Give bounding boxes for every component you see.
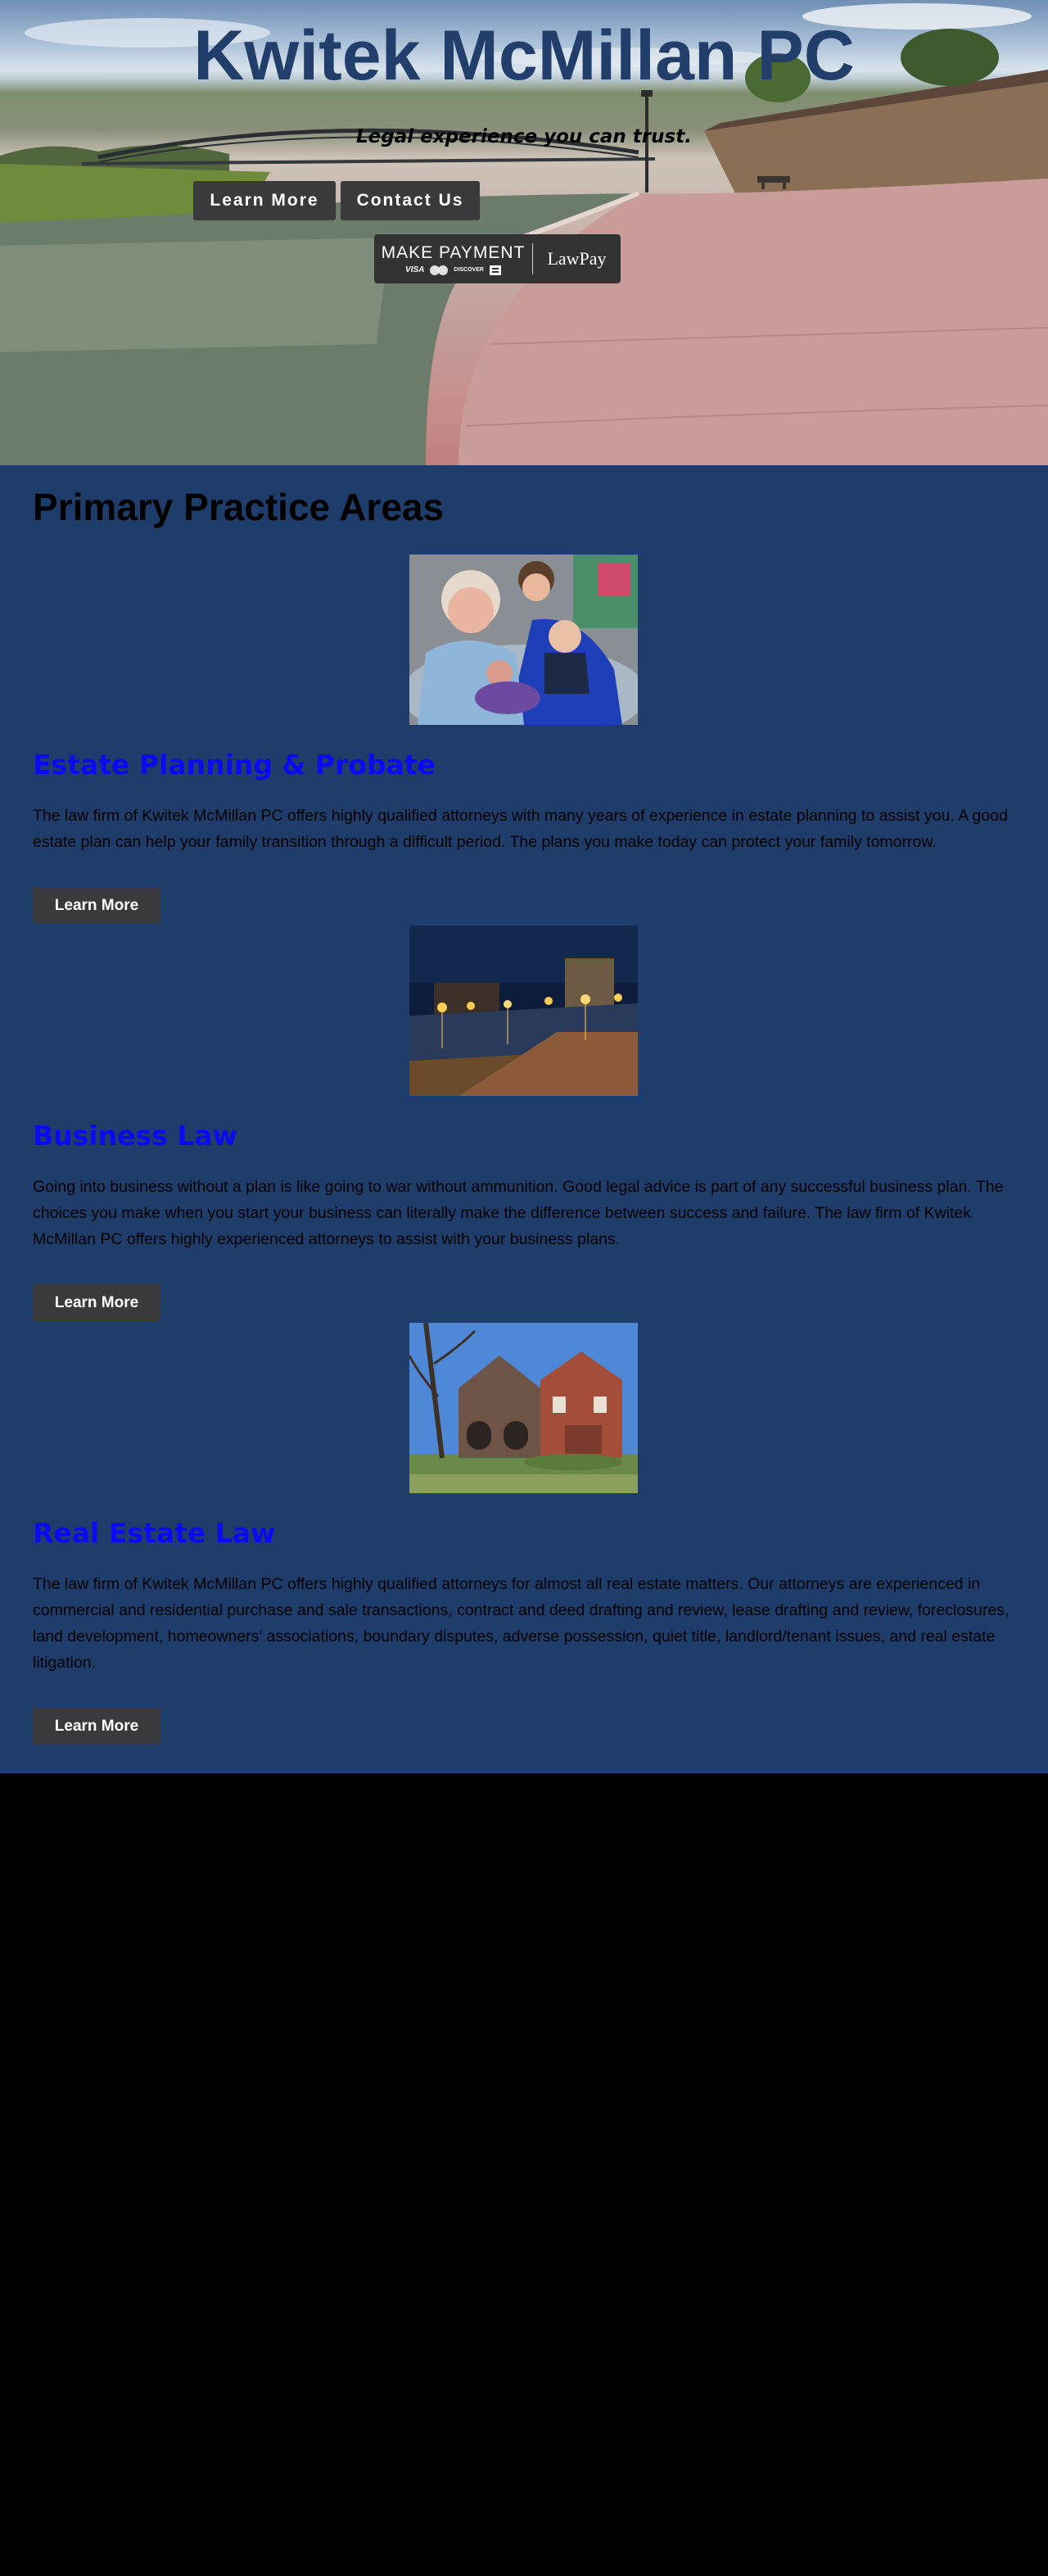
real-estate-law-description: The law firm of Kwitek McMillan PC offers highly qualified attorneys for almost all real estate matters. Our attorneys are experienced in commercial and residential purchase and sale transactions, contract and deed drafting and review, lease drafting and review, foreclosures, land development, homeowners’ associations, boundary disputes, adverse possession, quiet title, landlord/tenant issues, and real estate litigation. bbox=[33, 1575, 1010, 1672]
real-estate-law-title[interactable]: Real Estate Law bbox=[33, 1517, 276, 1549]
estate-planning-image bbox=[409, 555, 638, 725]
hero-contact-us-button[interactable]: Contact Us bbox=[341, 181, 480, 220]
make-payment-label: MAKE PAYMENT bbox=[381, 242, 526, 262]
make-payment-button[interactable] bbox=[374, 234, 621, 283]
mastercard-icon bbox=[430, 265, 448, 275]
discover-card-icon: DISCOVER bbox=[454, 267, 484, 273]
accepted-cards bbox=[405, 265, 501, 275]
business-law-description: Going into business without a plan is like going to war without ammunition. Good legal advice is part of any successful business plan. The choices you make when you start your business can literally make the difference between success and failure. The law firm of Kwitek McMillan PC offers highly experienced attorneys to assist with your business plans. bbox=[33, 1178, 1004, 1248]
hero-banner bbox=[0, 0, 1048, 465]
site-title: Kwitek McMillan PC bbox=[193, 16, 855, 95]
site-tagline: Legal experience you can trust. bbox=[356, 126, 692, 147]
lawpay-logo: LawPay bbox=[547, 248, 607, 269]
estate-planning-learn-more-button[interactable]: Learn More bbox=[33, 887, 160, 924]
estate-planning-title[interactable]: Estate Planning & Probate bbox=[33, 749, 436, 781]
visa-card-icon: VISA bbox=[405, 265, 425, 274]
estate-planning-description: The law firm of Kwitek McMillan PC offers highly qualified attorneys with many years of experience in estate planning to assist you. A good estate plan can help your family transition through a difficult period. The plans you make today can protect your family tomorrow. bbox=[33, 807, 1008, 851]
business-law-learn-more-button[interactable]: Learn More bbox=[33, 1284, 160, 1321]
practice-areas-section bbox=[0, 465, 1048, 1773]
business-law-image bbox=[409, 926, 638, 1096]
amex-card-icon bbox=[490, 265, 501, 275]
hero-learn-more-button[interactable]: Learn More bbox=[193, 181, 336, 220]
practice-areas-title: Primary Practice Areas bbox=[33, 486, 445, 528]
make-payment-info bbox=[374, 243, 532, 275]
real-estate-law-image bbox=[409, 1323, 638, 1493]
business-law-title[interactable]: Business Law bbox=[33, 1120, 238, 1152]
real-estate-law-learn-more-button[interactable]: Learn More bbox=[33, 1708, 160, 1745]
